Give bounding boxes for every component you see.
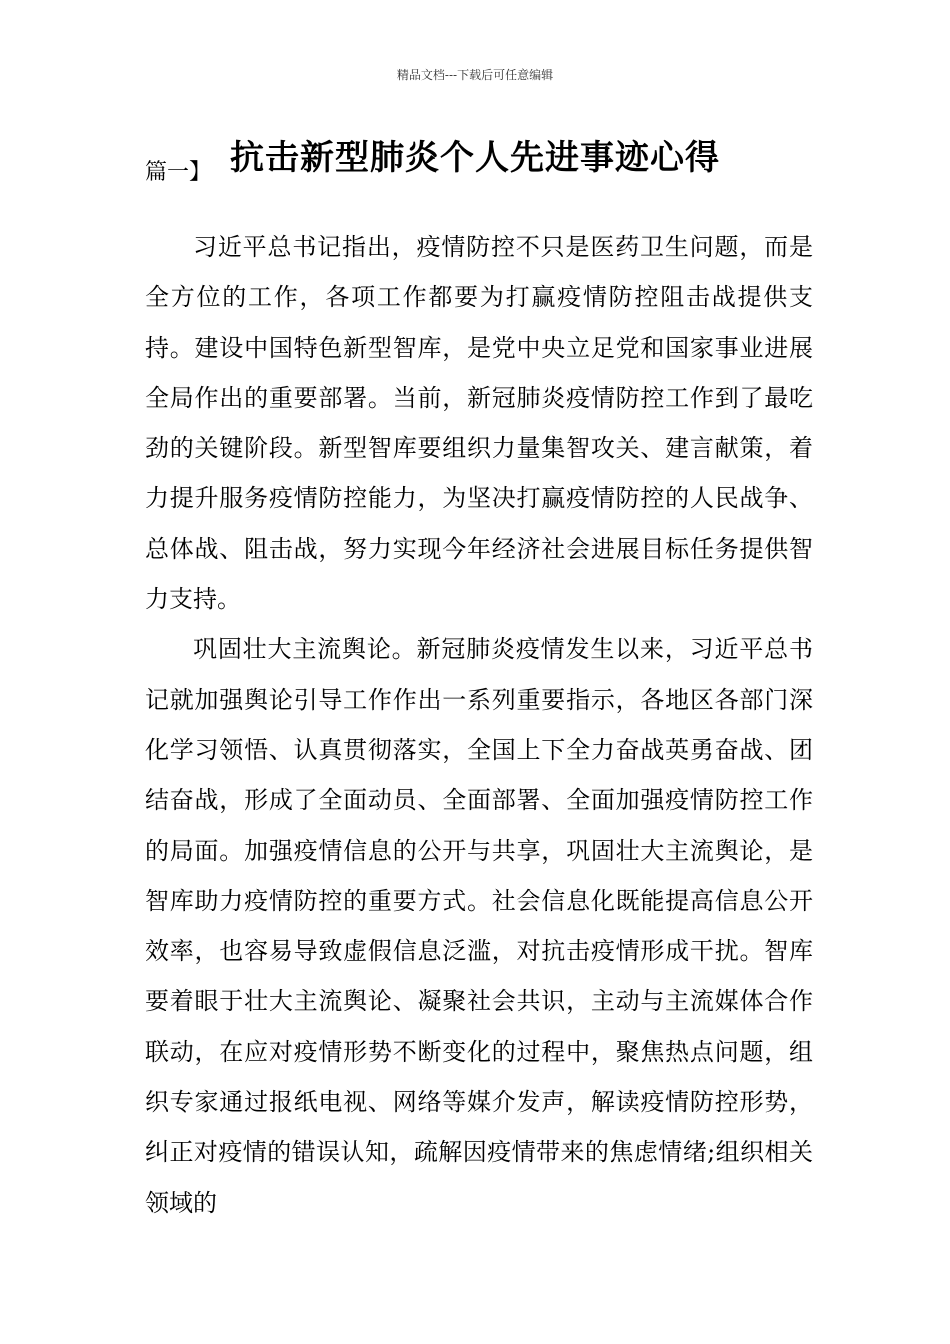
section-label: 篇一】 <box>145 160 212 185</box>
paragraph-2: 巩固壮大主流舆论。新冠肺炎疫情发生以来，习近平总书记就加强舆论引导工作作出一系列重要指示，各地区各部门深化学习领悟、认真贯彻落实，全国上下全力奋战英勇奋战、团结奋战，形成了全面动员、全面部署、全面加强疫情防控工作的局面。加强疫情信息的公开与共享，巩固壮大主流舆论，是智库助力疫情防控的重要方式。社会信息化既能提高信息公开效率，也容易导致虚假信息泛滥，对抗击疫情形成干扰。智库要着眼于壮大主流舆论、凝聚社会共识，主动与主流媒体合作联动，在应对疫情形势不断变化的过程中，聚焦热点问题，组织专家通过报纸电视、网络等媒介发声，解读疫情防控形势，纠正对疫情的错误认知，疏解因疫情带来的焦虑情绪;组织相关领域的 <box>145 635 813 1217</box>
document-title: 抗击新型肺炎个人先进事迹心得 <box>230 138 720 178</box>
header-note: 精品文档---下载后可任意编辑 <box>396 68 554 82</box>
paragraph-1: 习近平总书记指出，疫情防控不只是医药卫生问题，而是全方位的工作，各项工作都要为打赢疫情防控阻击战提供支持。建设中国特色新型智库，是党中央立足党和国家事业进展全局作出的重要部署。当前，新冠肺炎疫情防控工作到了最吃劲的关键阶段。新型智库要组织力量集智攻关、建言献策，着力提升服务疫情防控能力，为坚决打赢疫情防控的人民战争、总体战、阻击战，努力实现今年经济社会进展目标任务提供智力支持。 <box>145 233 813 614</box>
document-body <box>145 222 813 1228</box>
